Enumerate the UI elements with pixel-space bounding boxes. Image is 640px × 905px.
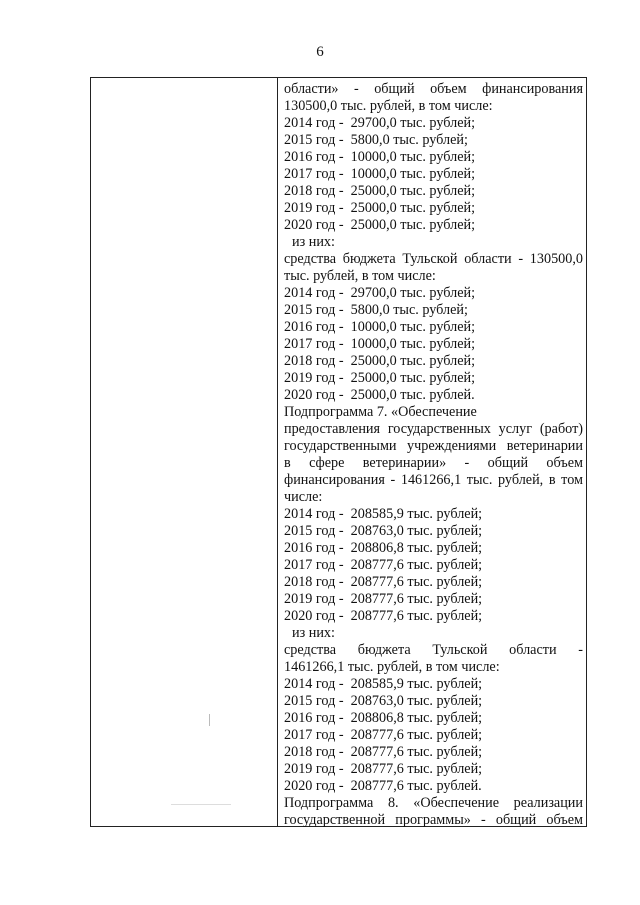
scan-speck <box>171 804 231 805</box>
text-line: 2020 год - 25000,0 тыс. рублей; <box>284 217 476 233</box>
text-line: 2014 год - 208585,9 тыс. рублей; <box>284 676 483 692</box>
text-line: области» - общий объем финансирования <box>284 81 583 97</box>
text-line: 2014 год - 29700,0 тыс. рублей; <box>284 115 476 131</box>
text-line: Подпрограмма 7. «Обеспечение <box>284 404 477 420</box>
text-line: 2014 год - 208585,9 тыс. рублей; <box>284 506 483 522</box>
text-line: 2015 год - 208763,0 тыс. рублей; <box>284 523 483 539</box>
text-line: 2018 год - 208777,6 тыс. рублей; <box>284 744 483 760</box>
text-line: 2018 год - 25000,0 тыс. рублей; <box>284 183 476 199</box>
text-line: 2016 год - 10000,0 тыс. рублей; <box>284 149 476 165</box>
text-line: 2019 год - 208777,6 тыс. рублей; <box>284 761 483 777</box>
text-line: предоставления государственных услуг (работ) <box>284 421 583 437</box>
text-line: в сфере ветеринарии» - общий объем <box>284 455 583 471</box>
text-line: из них: <box>292 625 335 641</box>
scan-speck <box>209 714 210 726</box>
text-line: 2016 год - 208806,8 тыс. рублей; <box>284 710 483 726</box>
text-line: финансирования - 1461266,1 тыс. рублей, в том <box>284 472 583 488</box>
text-line: 2019 год - 25000,0 тыс. рублей; <box>284 200 476 216</box>
text-line: средства бюджета Тульской области - <box>284 642 583 658</box>
text-line: 2014 год - 29700,0 тыс. рублей; <box>284 285 476 301</box>
text-line: государственной программы» - общий объем <box>284 812 583 828</box>
page-number: 6 <box>316 44 324 60</box>
text-line: числе: <box>284 489 323 505</box>
text-line: 1461266,1 тыс. рублей, в том числе: <box>284 659 500 675</box>
text-line: Подпрограмма 8. «Обеспечение реализации <box>284 795 583 811</box>
text-line: 2016 год - 208806,8 тыс. рублей; <box>284 540 483 556</box>
table-right-column <box>278 78 586 826</box>
text-line: 2015 год - 208763,0 тыс. рублей; <box>284 693 483 709</box>
text-line: 2020 год - 208777,6 тыс. рублей; <box>284 608 483 624</box>
text-line: 2019 год - 208777,6 тыс. рублей; <box>284 591 483 607</box>
text-line: 2020 год - 25000,0 тыс. рублей. <box>284 387 475 403</box>
text-line: средства бюджета Тульской области - 130500,0 <box>284 251 583 267</box>
text-line: 2018 год - 25000,0 тыс. рублей; <box>284 353 476 369</box>
text-line: 2018 год - 208777,6 тыс. рублей; <box>284 574 483 590</box>
text-line: 2016 год - 10000,0 тыс. рублей; <box>284 319 476 335</box>
text-line: государственными учреждениями ветеринарии <box>284 438 583 454</box>
text-line: 2017 год - 10000,0 тыс. рублей; <box>284 336 476 352</box>
table-left-column <box>91 78 278 826</box>
text-line: 130500,0 тыс. рублей, в том числе: <box>284 98 493 114</box>
text-line: 2020 год - 208777,6 тыс. рублей. <box>284 778 482 794</box>
text-line: 2019 год - 25000,0 тыс. рублей; <box>284 370 476 386</box>
text-line: тыс. рублей, в том числе: <box>284 268 436 284</box>
program-table <box>90 77 587 827</box>
text-line: 2017 год - 208777,6 тыс. рублей; <box>284 557 483 573</box>
text-line: 2015 год - 5800,0 тыс. рублей; <box>284 302 468 318</box>
text-line: 2017 год - 10000,0 тыс. рублей; <box>284 166 476 182</box>
text-line: 2017 год - 208777,6 тыс. рублей; <box>284 727 483 743</box>
text-line: 2015 год - 5800,0 тыс. рублей; <box>284 132 468 148</box>
text-line: из них: <box>292 234 335 250</box>
